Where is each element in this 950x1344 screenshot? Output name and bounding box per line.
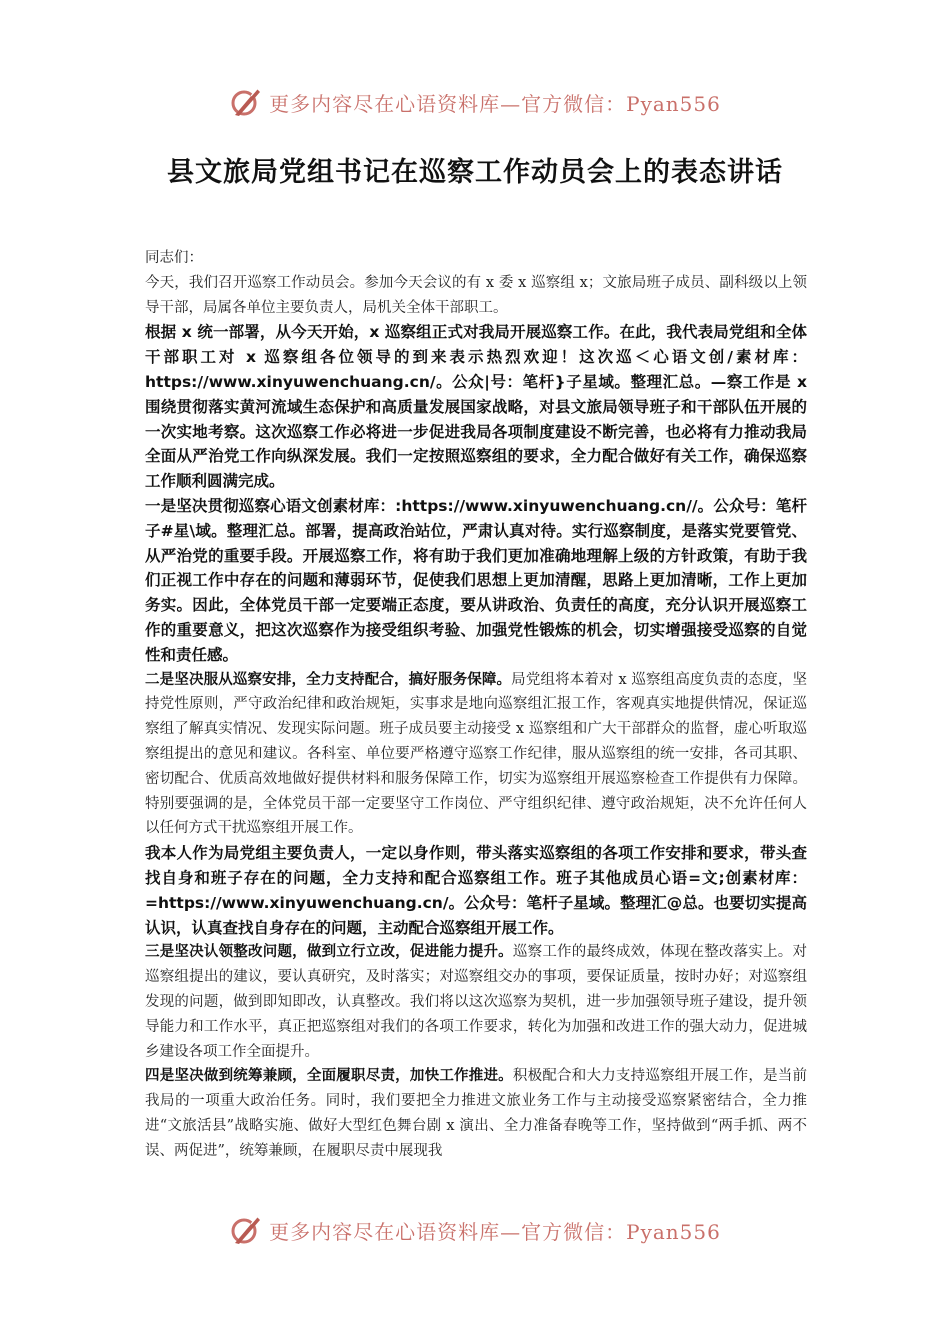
paragraph-lead: 四是坚决做到统筹兼顾，全面履职尽责，加快工作推进。: [145, 1067, 513, 1085]
paragraph-self-commitment: 我本人作为局党组主要负责人，一定以身作则，带头落实巡察组的各项工作安排和要求，带头查找自身和班子存在的问题，全力支持和配合巡察组工作。班子其他成员心语=文;创素材库：=https://www.xinyuwenchuang.cn/。公众号：笔杆子星域。整理汇@总。也要切实提高认识，认真查找自身存在的问题，主动配合巡察组开展工作。: [145, 844, 807, 937]
paragraph-lead: 二是坚决服从巡察安排，全力支持配合，搞好服务保障。: [145, 670, 512, 688]
paragraph-salutation: 同志们：: [145, 250, 203, 266]
banner-text: 更多内容尽在心语资料库—官方微信：Pyan556: [269, 1219, 721, 1244]
banner-text: 更多内容尽在心语资料库—官方微信：Pyan556: [269, 91, 721, 116]
quill-pen-logo-icon: [229, 1213, 263, 1247]
quill-pen-logo-icon: [229, 85, 263, 119]
paragraph-lead: 三是坚决认领整改问题，做到立行立改，促进能力提升。: [145, 943, 513, 961]
paragraph-point-four: 四是坚决做到统筹兼顾，全面履职尽责，加快工作推进。积极配合和大力支持巡察组开展工作，是当前我局的一项重大政治任务。同时，我们要把全力推进文旅业务工作与主动接受巡察紧密结合，全力推进“文旅活县”战略实施、做好大型红色舞台剧 x 演出、全力准备春晚等工作，坚持做到“两手抓、两不误、两促进”，统筹兼顾，在履职尽责中展现我: [145, 1067, 808, 1159]
document-title: 县文旅局党组书记在巡察工作动员会上的表态讲话: [167, 157, 783, 188]
paragraph-intro: 今天，我们召开巡察工作动员会。参加今天会议的有 x 委 x 巡察组 x；文旅局班子成员、副科级以上领导干部，局属各单位主要负责人，局机关全体干部职工。: [145, 274, 807, 316]
document-body: [145, 246, 807, 1163]
paragraph-point-three: 三是坚决认领整改问题，做到立行立改，促进能力提升。巡察工作的最终成效，体现在整改落实上。对巡察组提出的建议，要认真研究，及时落实；对巡察组交办的事项，要保证质量，按时办好；对巡察组发现的问题，做到即知即改，认真整改。我们将以这次巡察为契机，进一步加强领导班子建设，提升领导能力和工作水平，真正把巡察组对我们的各项工作要求，转化为加强和改进工作的强大动力，促进城乡建设各项工作全面提升。: [145, 943, 808, 1060]
paragraph-point-two: 二是坚决服从巡察安排，全力支持配合，搞好服务保障。局党组将本着对 x 巡察组高度负责的态度，坚持党性原则，严守政治纪律和政治规矩，实事求是地向巡察组汇报工作，客观真实地提供情况，保证巡察组了解真实情况、发现实际问题。班子成员要主动接受 x 巡察组和广大干部群众的监督，虚心听取巡察组提出的意见和建议。各科室、单位要严格遵守巡察工作纪律，服从巡察组的统一安排，各司其职、密切配合、优质高效地做好提供材料和服务保障工作，切实为巡察组开展巡察检查工作提供有力保障。特别要强调的是，全体党员干部一定要坚守工作岗位、严守组织纪律、遵守政治规矩，决不允许任何人以任何方式干扰巡察组开展工作。: [145, 670, 807, 837]
paragraph-point-one: 一是坚决贯彻巡察心语文创素材库：:https://www.xinyuwenchuang.cn//。公众号：笔杆子#星\域。整理汇总。部署，提高政治站位，严肃认真对待。实行巡察制度，是落实党要管党、从严治党的重要手段。开展巡察工作，将有助于我们更加准确地理解上级的方针政策，有助于我们正视工作中存在的问题和薄弱环节，促使我们思想上更加清醒，思路上更加清晰，工作上更加务实。因此，全体党员干部一定要端正态度，要从讲政治、负责任的高度，充分认识开展巡察工作的重要意义，把这次巡察作为接受组织考验、加强党性锻炼的机会，切实增强接受巡察的自觉性和责任感。: [145, 496, 807, 664]
header-banner[interactable]: [0, 82, 950, 122]
footer-banner[interactable]: [0, 1210, 950, 1250]
paragraph-deployment: 根据 x 统一部署，从今天开始，x 巡察组正式对我局开展巡察工作。在此，我代表局党组和全体干部职工对 x 巡察组各位领导的到来表示热烈欢迎！这次巡＜心语文创/素材库：https://www.xinyuwenchuang.cn/。公众|号：笔杆}子星域。整理汇总。—察工作是 x 围绕贯彻落实黄河流域生态保护和高质量发展国家战略，对县文旅局领导班子和干部队伍开展的一次实地考察。这次巡察工作必将进一步促进我局各项制度建设不断完善，也必将有力推动我局全面从严治党工作向纵深发展。我们一定按照巡察组的要求，全力配合做好有关工作，确保巡察工作顺利圆满完成。: [145, 323, 807, 491]
